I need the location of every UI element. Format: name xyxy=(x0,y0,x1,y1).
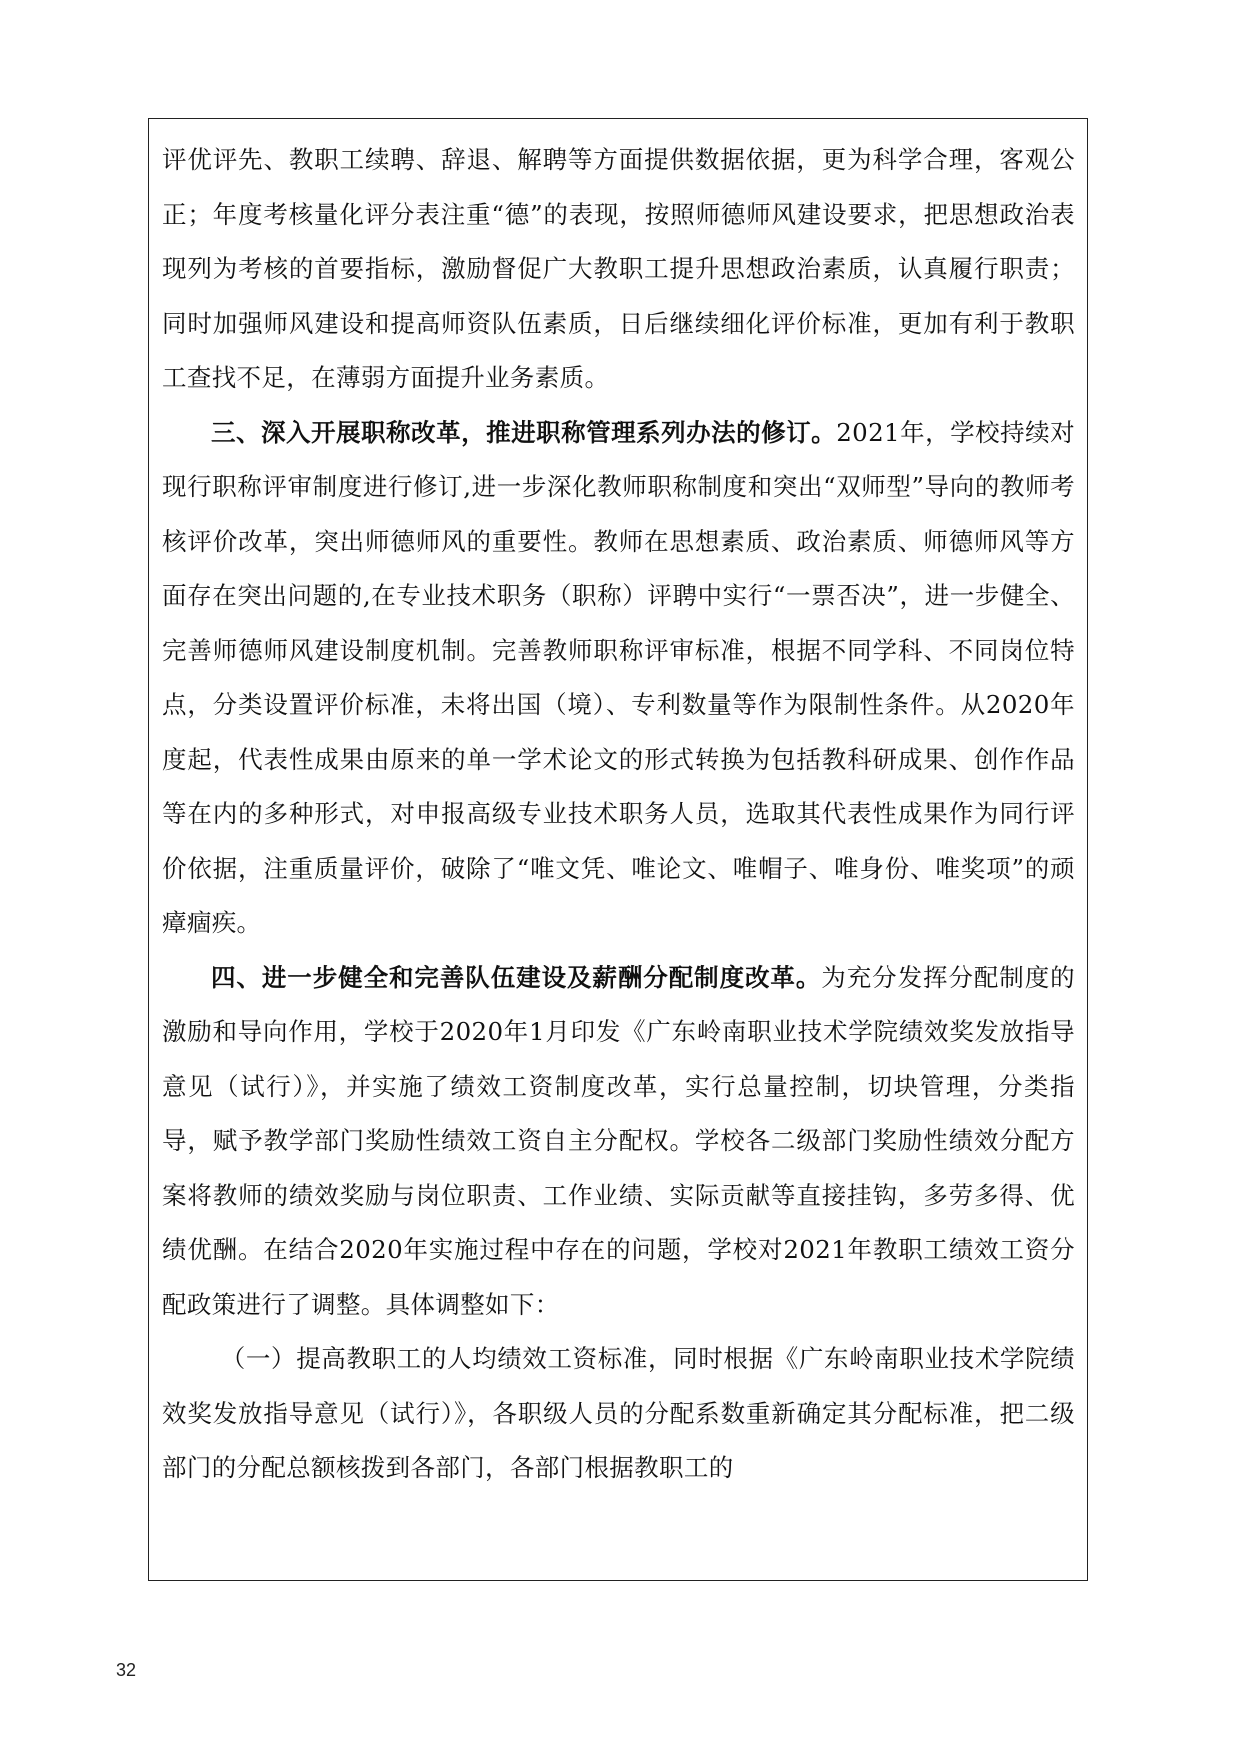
paragraph-subitem-1: （一）提高教职工的人均绩效工资标准，同时根据《广东岭南职业技术学院绩效奖发放指导意见（试行）》，各职级人员的分配系数重新确定其分配标准，把二级部门的分配总额核拨到各部门，各部门根据教职工的 xyxy=(162,1344,1075,1482)
document-frame xyxy=(148,118,1088,1581)
paragraph-title-reform xyxy=(162,406,1075,951)
paragraph-salary-reform xyxy=(162,951,1075,1333)
paragraph-evaluation-continued: 评优评先、教职工续聘、辞退、解聘等方面提供数据依据，更为科学合理，客观公正；年度考核量化评分表注重“德”的表现，按照师德师风建设要求，把思想政治表现列为考核的首要指标，激励督促广大教职工提升思想政治素质，认真履行职责；同时加强师风建设和提高师资队伍素质，日后继续细化评价标准，更加有利于教职工查找不足，在薄弱方面提升业务素质。 xyxy=(162,145,1075,392)
page-number: 32 xyxy=(116,1660,137,1680)
document-body xyxy=(162,133,1075,1496)
section-body-3: 2021年，学校持续对现行职称评审制度进行修订,进一步深化教师职称制度和突出“双师型”导向的教师考核评价改革，突出师德师风的重要性。教师在思想素质、政治素质、师德师风等方面存在突出问题的,在专业技术职务（职称）评聘中实行“一票否决”，进一步健全、完善师德师风建设制度机制。完善教师职称评审标准，根据不同学科、不同岗位特点，分类设置评价标准，未将出国（境）、专利数量等作为限制性条件。从2020年度起，代表性成果由原来的单一学术论文的形式转换为包括教科研成果、创作作品等在内的多种形式，对申报高级专业技术职务人员，选取其代表性成果作为同行评价依据，注重质量评价，破除了“唯文凭、唯论文、唯帽子、唯身份、唯奖项”的顽瘴痼疾。 xyxy=(162,417,1076,937)
section-heading-4: 四、进一步健全和完善队伍建设及薪酬分配制度改革。 xyxy=(211,962,822,992)
section-heading-3: 三、深入开展职称改革，推进职称管理系列办法的修订。 xyxy=(211,417,837,447)
section-body-4: 为充分发挥分配制度的激励和导向作用，学校于2020年1月印发《广东岭南职业技术学院绩效奖发放指导意见（试行）》，并实施了绩效工资制度改革，实行总量控制，切块管理，分类指导，赋予教学部门奖励性绩效工资自主分配权。学校各二级部门奖励性绩效分配方案将教师的绩效奖励与岗位职责、工作业绩、实际贡献等直接挂钩，多劳多得、优绩优酬。在结合2020年实施过程中存在的问题，学校对2021年教职工绩效工资分配政策进行了调整。具体调整如下： xyxy=(162,962,1076,1319)
